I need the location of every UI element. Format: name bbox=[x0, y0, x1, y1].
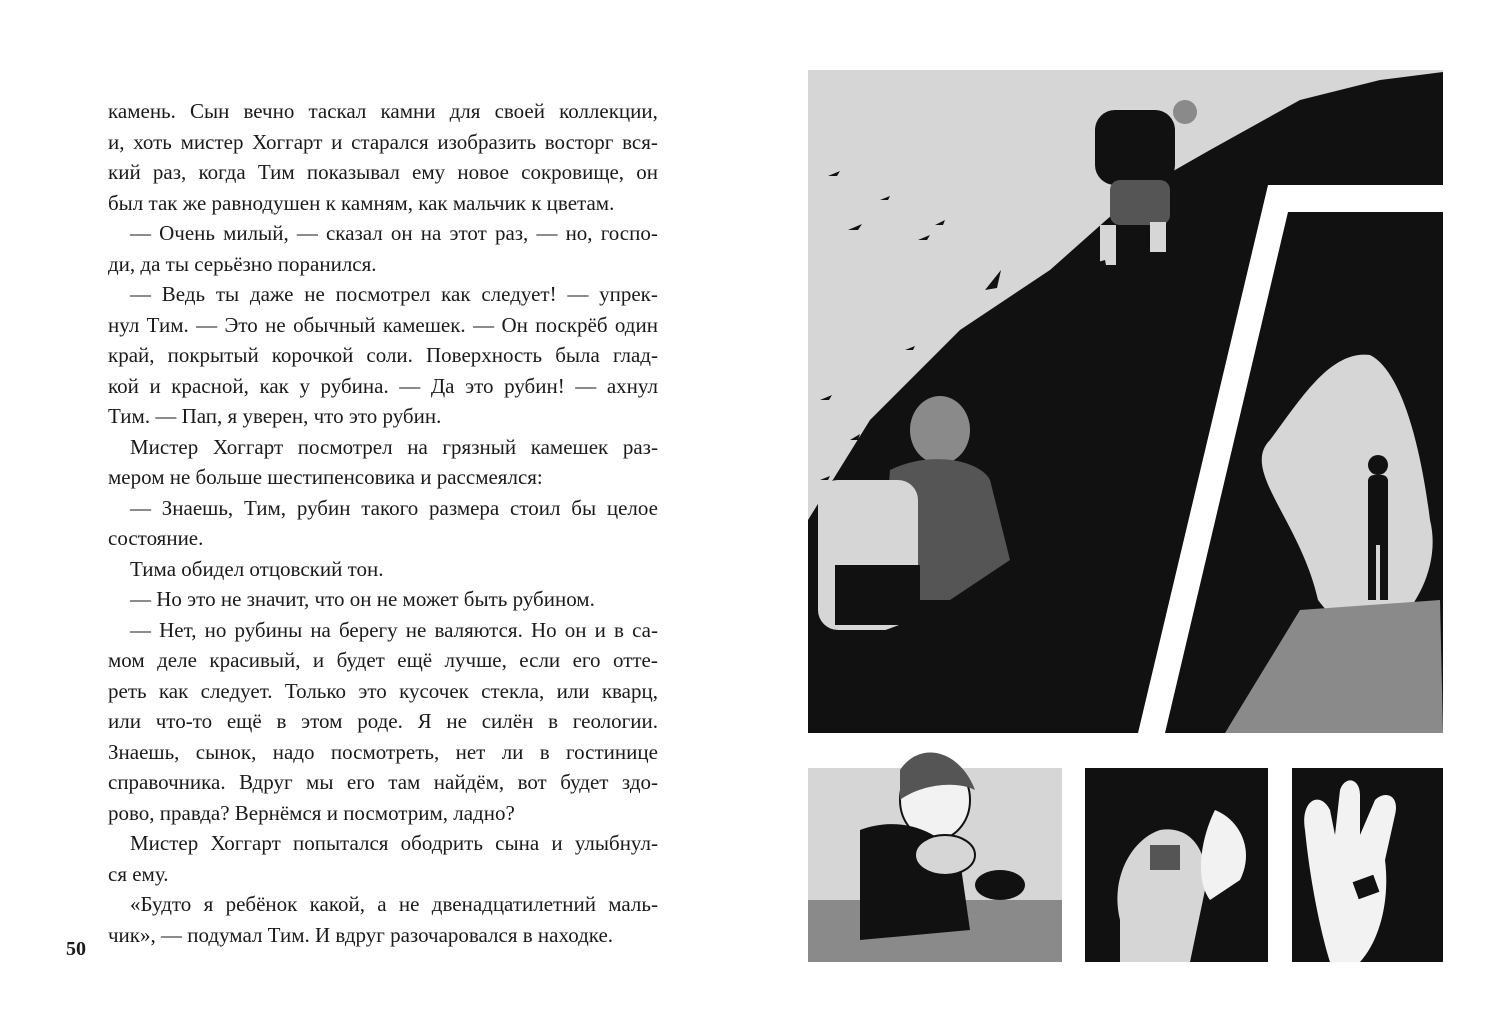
text-line: Тима обидел отцовский тон. bbox=[130, 556, 384, 581]
text-line: — Очень милый, — сказал он на этот раз, — но, госпо- bbox=[130, 221, 658, 245]
text-line: нул Тим. — Это не обычный камешек. — Он поскрёб один bbox=[108, 312, 658, 337]
text-line: — Знаешь, Тим, рубин такого размера стоил бы целое bbox=[130, 495, 658, 520]
text-line: кий раз, когда Тим показывал ему новое сокровище, он bbox=[108, 160, 658, 184]
text-line: состояние. bbox=[108, 526, 204, 550]
main-panel bbox=[808, 70, 1443, 733]
text-line: или что-то ещё в этом роде. Я не силён в геологии. bbox=[108, 709, 658, 733]
text-line: — Но это не значит, что он не может быть рубином. bbox=[130, 587, 595, 611]
panel-hands bbox=[1085, 768, 1268, 962]
panel-boy bbox=[808, 753, 1062, 962]
text-line: чик», — подумал Тим. И вдруг разочаровался в находке. bbox=[108, 922, 614, 947]
text-line: — Нет, но рубины на берегу не валяются. Но он и в са- bbox=[130, 617, 658, 642]
text-line: Знаешь, сынок, надо посмотреть, нет ли в гостинице bbox=[108, 739, 658, 764]
text-line: справочника. Вдруг мы его там найдём, вот будет здо- bbox=[108, 770, 658, 794]
text-line: край, покрытый корочкой соли. Поверхность была глад- bbox=[108, 343, 658, 367]
text-line: Тим. — Пап, я уверен, что это рубин. bbox=[108, 404, 442, 428]
panel-palm bbox=[1292, 768, 1443, 962]
text-line: рово, правда? Вернёмся и посмотрим, ладно? bbox=[108, 800, 515, 825]
text-line: камень. Сын вечно таскал камни для своей коллекции, bbox=[108, 99, 658, 123]
text-line: мом деле красивый, и будет ещё лучше, если его отте- bbox=[108, 648, 658, 672]
text-line: кой и красной, как у рубина. — Да это рубин! — ахнул bbox=[108, 373, 658, 398]
text-line: был так же равнодушен к камням, как мальчик к цветам. bbox=[108, 190, 615, 215]
page-number: 50 bbox=[66, 938, 86, 960]
text-line: мером не больше шестипенсовика и рассмеялся: bbox=[108, 465, 543, 489]
text-line: Мистер Хоггарт посмотрел на грязный камешек раз- bbox=[130, 434, 658, 459]
text-line: — Ведь ты даже не посмотрел как следует! — упрек- bbox=[130, 282, 658, 306]
text-line: ди, да ты серьёзно поранился. bbox=[108, 251, 377, 276]
text-line: Мистер Хоггарт попытался ободрить сына и улыбнул- bbox=[130, 831, 658, 855]
text-line: и, хоть мистер Хоггарт и старался изобразить восторг вся- bbox=[108, 129, 658, 154]
text-line: реть как следует. Только это кусочек стекла, или кварц, bbox=[108, 678, 658, 703]
text-line: «Будто я ребёнок какой, а не двенадцатилетний маль- bbox=[130, 892, 658, 916]
text-line: ся ему. bbox=[108, 861, 169, 886]
